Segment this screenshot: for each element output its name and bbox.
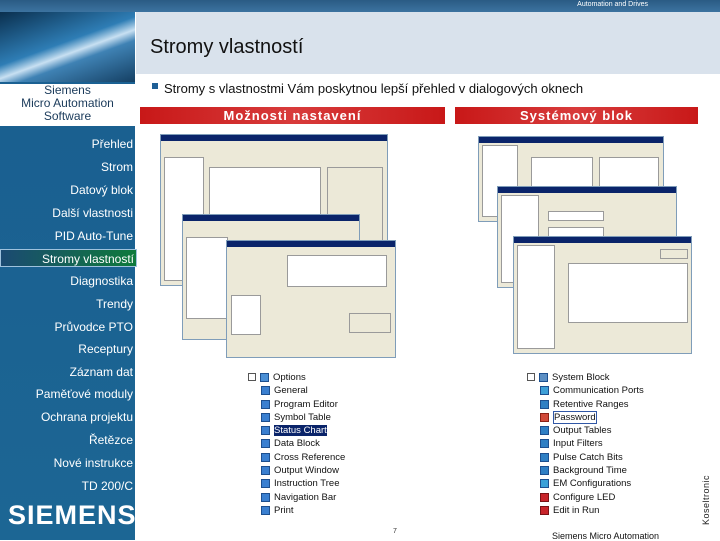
brand-block (0, 84, 135, 126)
tree-item-label: EM Configurations (553, 478, 632, 490)
edit-in-run-icon (540, 506, 549, 515)
tree-item-communication-ports[interactable] (540, 384, 697, 397)
section-header-system-block: Systémový blok (455, 107, 698, 124)
bullet-icon (152, 83, 158, 89)
tree-item-label: Pulse Catch Bits (553, 451, 623, 463)
nav-item-dalsi-vlastnosti[interactable]: Další vlastnosti (52, 206, 133, 220)
tree-item-label: Navigation Bar (274, 491, 337, 503)
tree-item-label: General (274, 385, 308, 397)
tree-item-label: Configure LED (553, 491, 616, 503)
tree-item-label: Cross Reference (274, 451, 346, 463)
output-tables-icon (540, 426, 549, 435)
symbol-table-icon (261, 413, 270, 422)
top-caption: Automation and Drives (577, 1, 648, 8)
page-title: Stromy vlastností (150, 36, 304, 58)
output-window-icon (261, 466, 270, 475)
em-configurations-icon (540, 479, 549, 488)
tree-item-input-filters[interactable] (540, 437, 697, 450)
options-folder-icon (260, 373, 269, 382)
tree-item-pulse-catch-bits[interactable] (540, 451, 697, 464)
nav-item-pruvodce-pto[interactable]: Průvodce PTO (54, 320, 133, 334)
tree-item-cross-reference[interactable] (261, 451, 388, 464)
vertical-credit (701, 425, 713, 525)
tree-item-output-window[interactable] (261, 464, 388, 477)
siemens-logo: SIEMENS (8, 500, 137, 530)
tree-item-instruction-tree[interactable] (261, 477, 388, 490)
background-time-icon (540, 466, 549, 475)
tree-item-output-tables[interactable] (540, 424, 697, 437)
nav-item-trendy[interactable]: Trendy (96, 297, 133, 311)
tree-root-options[interactable] (248, 371, 388, 384)
top-bar (0, 0, 720, 12)
tree-item-label: Instruction Tree (274, 478, 340, 490)
tree-item-edit-in-run[interactable] (540, 504, 697, 517)
tree-item-label: Retentive Ranges (553, 398, 629, 410)
nav-item-stromy-vlastnosti[interactable]: Stromy vlastností (0, 249, 137, 267)
tree-item-label-selected: Password (554, 411, 596, 423)
tree-item-symbol-table[interactable] (261, 411, 388, 424)
tree-item-status-chart[interactable] (261, 424, 388, 437)
print-icon (261, 506, 270, 515)
collapse-icon (248, 373, 256, 381)
tree-item-general[interactable] (261, 384, 388, 397)
tree-root-label: System Block (552, 372, 610, 383)
tree-item-label-selected: Status Chart (274, 425, 327, 437)
status-chart-icon (261, 426, 270, 435)
tree-item-configure-led[interactable] (540, 491, 697, 504)
nav-item-diagnostika[interactable]: Diagnostika (70, 274, 133, 288)
nav-item-zaznam-dat[interactable]: Záznam dat (69, 365, 133, 379)
password-lock-icon (540, 413, 549, 422)
configure-led-icon (540, 493, 549, 502)
system-block-icon (539, 373, 548, 382)
tree-item-label: Output Tables (553, 425, 612, 437)
program-editor-icon (261, 400, 270, 409)
section-header-options: Možnosti nastavení (140, 107, 445, 124)
description-text: Stromy s vlastnostmi Vám poskytnou lepší přehled v dialogových oknech (164, 81, 584, 96)
retentive-ranges-icon (540, 400, 549, 409)
navigation-bar-icon (261, 493, 270, 502)
tree-item-label: Program Editor (274, 398, 338, 410)
brand-line-1: Siemens (44, 83, 91, 97)
nav-item-datovy-blok[interactable]: Datový blok (70, 183, 133, 197)
tree-root-system-block[interactable] (527, 371, 697, 384)
brand-line-3: Software (43, 109, 92, 123)
tree-item-label: Symbol Table (274, 411, 331, 423)
page-number: 7 (393, 528, 397, 535)
tree-item-label: Communication Ports (553, 385, 644, 397)
input-filters-icon (540, 439, 549, 448)
tree-root-label: Options (273, 372, 306, 383)
tree-item-em-configurations[interactable] (540, 477, 697, 490)
tree-item-label: Background Time (553, 465, 627, 477)
tree-item-retentive-ranges[interactable] (540, 398, 697, 411)
tree-item-background-time[interactable] (540, 464, 697, 477)
nav-item-nove-instrukce[interactable]: Nové instrukce (53, 456, 133, 470)
tree-item-label: Data Block (274, 438, 320, 450)
footer-company: Siemens Micro Automation (552, 531, 660, 541)
communication-ports-icon (540, 386, 549, 395)
nav-item-receptury[interactable]: Receptury (78, 342, 133, 356)
nav-item-prehled[interactable]: Přehled (91, 137, 133, 151)
tree-item-label: Output Window (274, 465, 339, 477)
tree-item-label: Edit in Run (553, 504, 600, 516)
cross-reference-icon (261, 453, 270, 462)
sidebar-logo-art (0, 12, 135, 82)
tree-item-print[interactable] (261, 504, 388, 517)
tree-item-navigation-bar[interactable] (261, 491, 388, 504)
nav-item-pametove-moduly[interactable]: Paměťové moduly (35, 387, 133, 401)
vertical-credit-text: Koseltronic (701, 474, 711, 525)
tree-item-program-editor[interactable] (261, 398, 388, 411)
data-block-icon (261, 439, 270, 448)
nav-item-pid-auto-tune[interactable]: PID Auto-Tune (54, 229, 133, 243)
tree-item-label: Print (274, 504, 294, 516)
nav-item-td-200c[interactable]: TD 200/C (81, 479, 133, 493)
brand-line-2: Micro Automation (21, 96, 114, 110)
pulse-catch-bits-icon (540, 453, 549, 462)
nav-item-retezce[interactable]: Řetězce (88, 433, 133, 447)
nav-item-ochrana-projektu[interactable]: Ochrana projektu (40, 410, 133, 424)
instruction-tree-icon (261, 479, 270, 488)
nav-item-strom[interactable]: Strom (100, 160, 133, 174)
tree-item-password[interactable] (540, 411, 697, 424)
options-tree (248, 371, 388, 517)
tree-item-data-block[interactable] (261, 437, 388, 450)
system-block-thumbnail-3 (513, 236, 692, 354)
system-block-tree (527, 371, 697, 517)
options-subdialog-thumbnail (226, 240, 396, 358)
general-icon (261, 386, 270, 395)
collapse-icon (527, 373, 535, 381)
tree-item-label: Input Filters (553, 438, 603, 450)
